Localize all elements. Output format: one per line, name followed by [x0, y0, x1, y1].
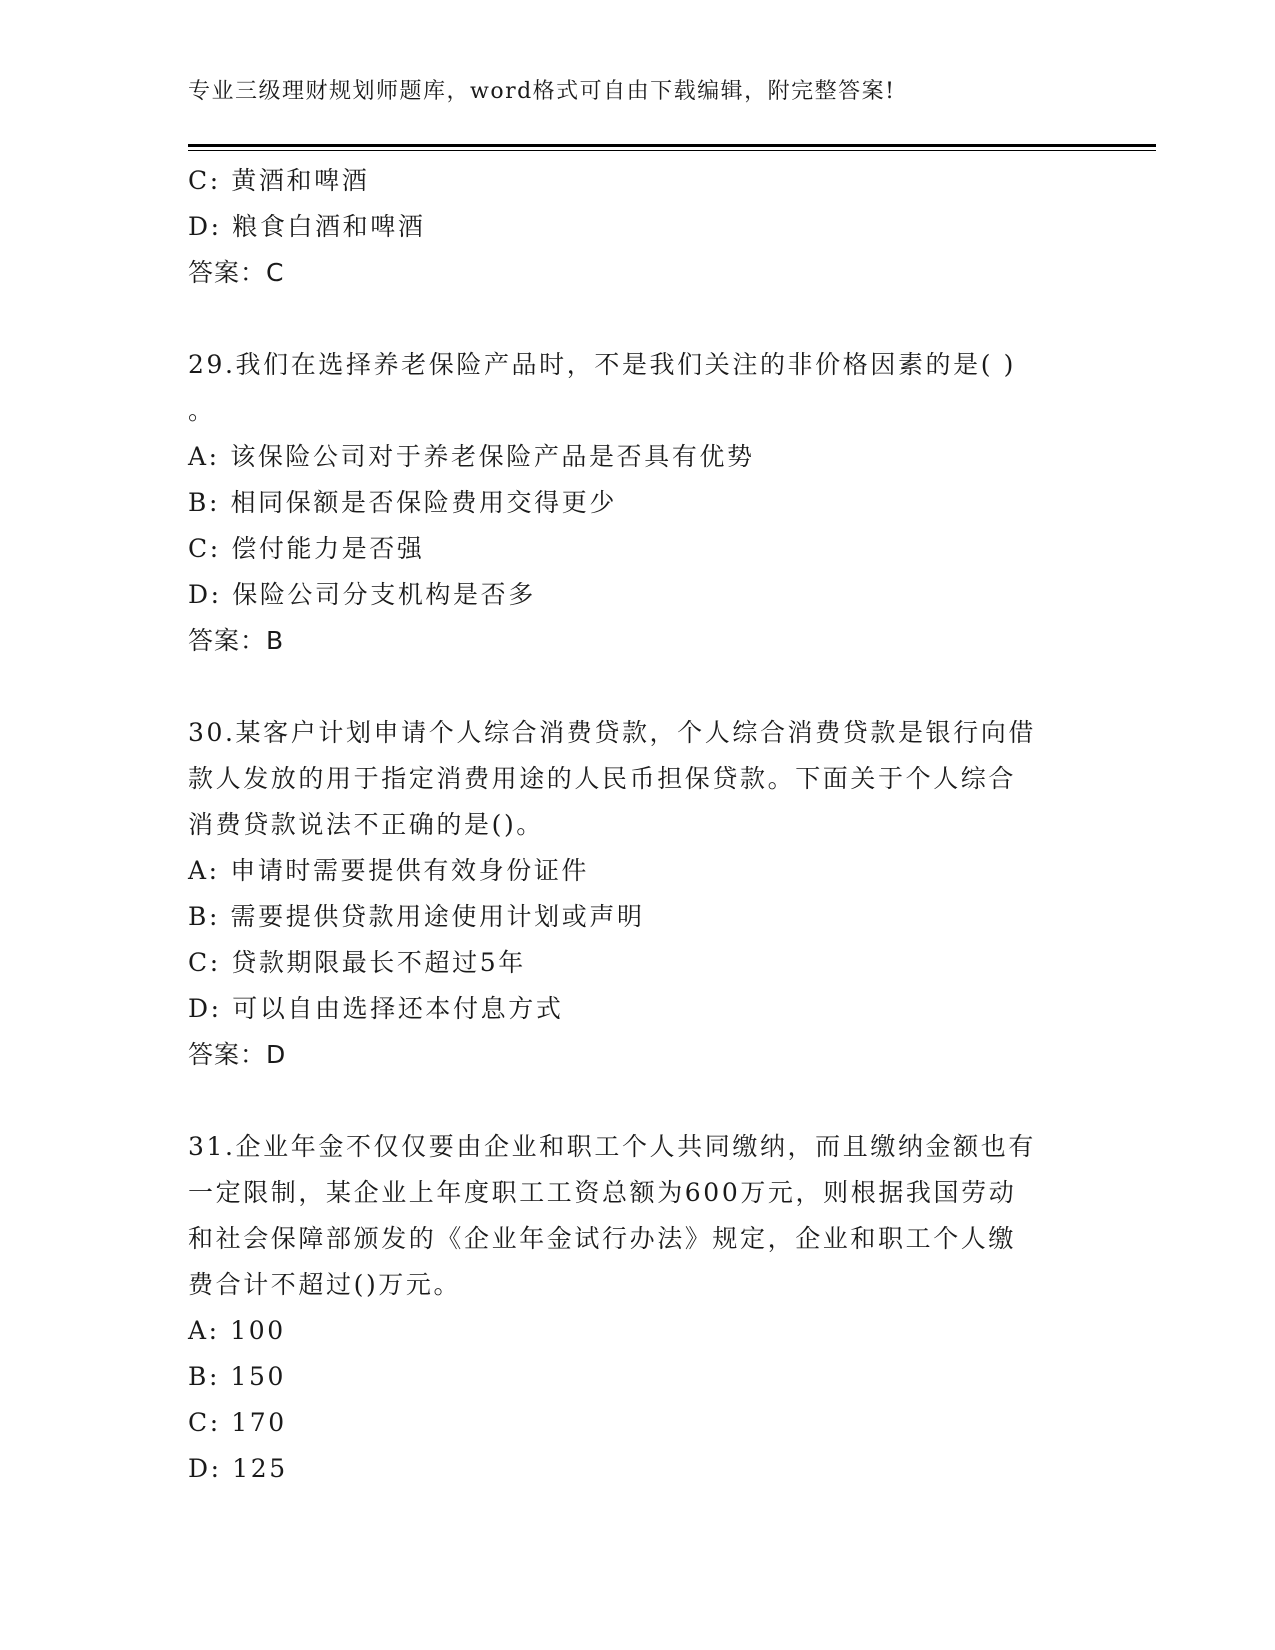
answer-line: 答案：B — [188, 626, 285, 655]
question-stem-line: 费合计不超过()万元。 — [188, 1270, 462, 1299]
question-stem-line: 消费贷款说法不正确的是()。 — [188, 810, 544, 839]
header-rule-thin — [188, 150, 1156, 151]
question-31 — [188, 1124, 1088, 1492]
answer-line: 答案：C — [188, 258, 285, 287]
question-stem-line: 29.我们在选择养老保险产品时，不是我们关注的非价格因素的是( ) — [188, 350, 1017, 379]
option-c: C: 黄酒和啤酒 — [188, 166, 370, 195]
question-stem-line: 款人发放的用于指定消费用途的人民币担保贷款。下面关于个人综合 — [188, 764, 1017, 793]
option-a: A: 100 — [188, 1316, 286, 1345]
question-30 — [188, 710, 1088, 1078]
option-c: C: 偿付能力是否强 — [188, 534, 425, 563]
option-a: A: 该保险公司对于养老保险产品是否具有优势 — [188, 442, 755, 471]
header-rule-thick — [188, 144, 1156, 147]
option-b: B: 相同保额是否保险费用交得更少 — [188, 488, 617, 517]
question-29 — [188, 342, 1088, 664]
option-d: D: 粮食白酒和啤酒 — [188, 212, 426, 241]
spacer — [188, 296, 1088, 342]
option-b: B: 150 — [188, 1362, 287, 1391]
question-stem-line: 和社会保障部颁发的《企业年金试行办法》规定，企业和职工个人缴 — [188, 1224, 1017, 1253]
question-content — [188, 158, 1088, 1492]
option-d: D: 可以自由选择还本付息方式 — [188, 994, 564, 1023]
question-28-fragment — [188, 158, 1088, 296]
option-c: C: 170 — [188, 1408, 287, 1437]
question-stem-line: 。 — [188, 396, 216, 425]
option-a: A: 申请时需要提供有效身份证件 — [188, 856, 590, 885]
option-b: B: 需要提供贷款用途使用计划或声明 — [188, 902, 645, 931]
option-c: C: 贷款期限最长不超过5年 — [188, 948, 526, 977]
option-d: D: 保险公司分支机构是否多 — [188, 580, 536, 609]
spacer — [188, 1078, 1088, 1124]
question-stem-line: 一定限制，某企业上年度职工工资总额为600万元，则根据我国劳动 — [188, 1178, 1017, 1207]
spacer — [188, 664, 1088, 710]
answer-line: 答案：D — [188, 1040, 287, 1069]
page-header: 专业三级理财规划师题库，word格式可自由下载编辑，附完整答案! — [188, 79, 896, 104]
question-stem-line: 30.某客户计划申请个人综合消费贷款，个人综合消费贷款是银行向借 — [188, 718, 1036, 747]
option-d: D: 125 — [188, 1454, 288, 1483]
question-stem-line: 31.企业年金不仅仅要由企业和职工个人共同缴纳，而且缴纳金额也有 — [188, 1132, 1036, 1161]
